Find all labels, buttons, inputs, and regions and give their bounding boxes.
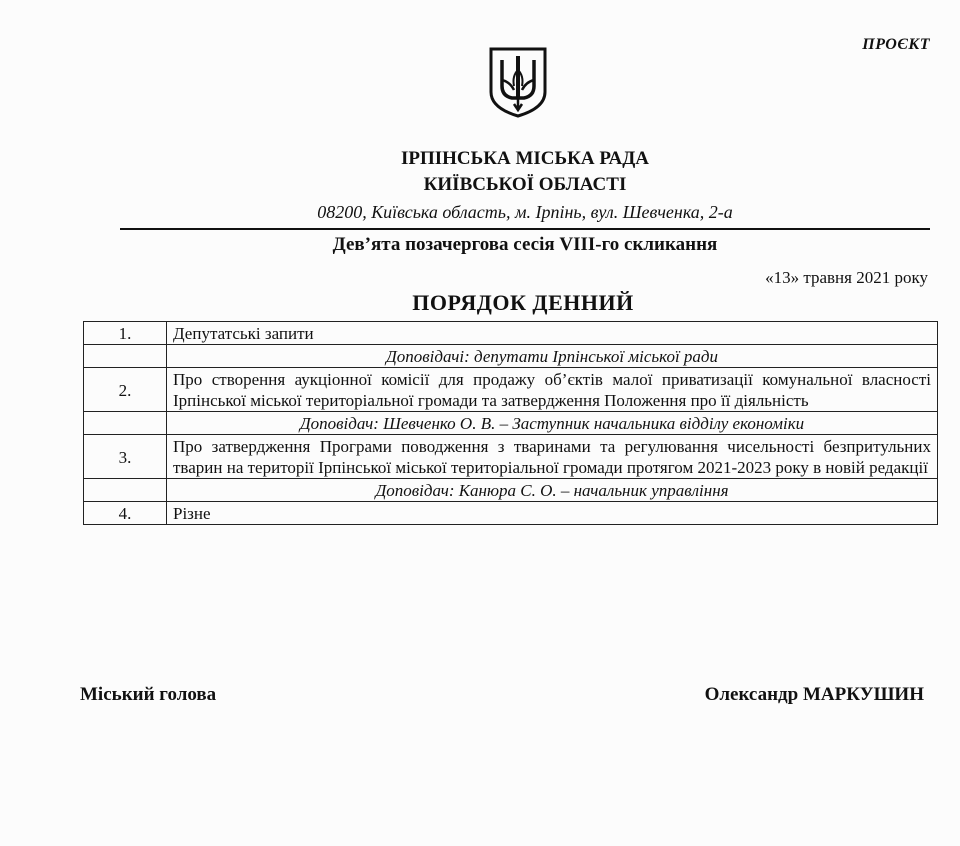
agenda-table [83, 321, 938, 525]
table-row [84, 322, 938, 345]
table-row [84, 479, 938, 502]
table-row [84, 435, 938, 479]
org-address: 08200, Київська область, м. Ірпінь, вул. Шевченка, 2-а [317, 202, 733, 222]
watermark [738, 14, 828, 54]
item-number: 3. [84, 435, 167, 479]
item-speaker: Доповідач: Канюра С. О. – начальник управління [167, 479, 938, 502]
session-title: Дев’ята позачергова сесія VIII-го скликання [332, 234, 718, 255]
agenda-title: ПОРЯДОК ДЕННИЙ [412, 290, 634, 315]
item-number-empty [84, 345, 167, 368]
item-number: 4. [84, 502, 167, 525]
table-row [84, 368, 938, 412]
item-text: Про затвердження Програми поводження з тваринами та регулювання чисельності безпритульних тварин на території Ірпінської міської територіальної громади протягом 2021-2023 року в новій редакції [167, 435, 938, 479]
draft-label: ПРОЄКТ [862, 36, 930, 53]
org-name: ІРПІНСЬКА МІСЬКА РАДА [400, 148, 650, 169]
table-row [84, 502, 938, 525]
signature-title: Міський голова [80, 684, 217, 705]
trident-emblem-icon [488, 46, 548, 118]
table-row [84, 412, 938, 435]
item-number: 2. [84, 368, 167, 412]
item-text: Депутатські запити [167, 322, 938, 345]
item-text: Про створення аукціонної комісії для продажу об’єктів малої приватизації комунальної власності Ірпінської міської територіальної громади та затвердження Положення про її діяльність [167, 368, 938, 412]
item-speaker: Доповідач: Шевченко О. В. – Заступник начальника відділу економіки [167, 412, 938, 435]
header-divider [120, 228, 930, 230]
item-number-empty [84, 479, 167, 502]
item-speaker: Доповідачі: депутати Ірпінської міської ради [167, 345, 938, 368]
signature-name: Олександр МАРКУШИН [704, 684, 924, 705]
item-text: Різне [167, 502, 938, 525]
document-date: «13» травня 2021 року [765, 268, 928, 287]
org-region: КИЇВСЬКОЇ ОБЛАСТІ [423, 174, 627, 195]
item-number-empty [84, 412, 167, 435]
table-row [84, 345, 938, 368]
item-number: 1. [84, 322, 167, 345]
